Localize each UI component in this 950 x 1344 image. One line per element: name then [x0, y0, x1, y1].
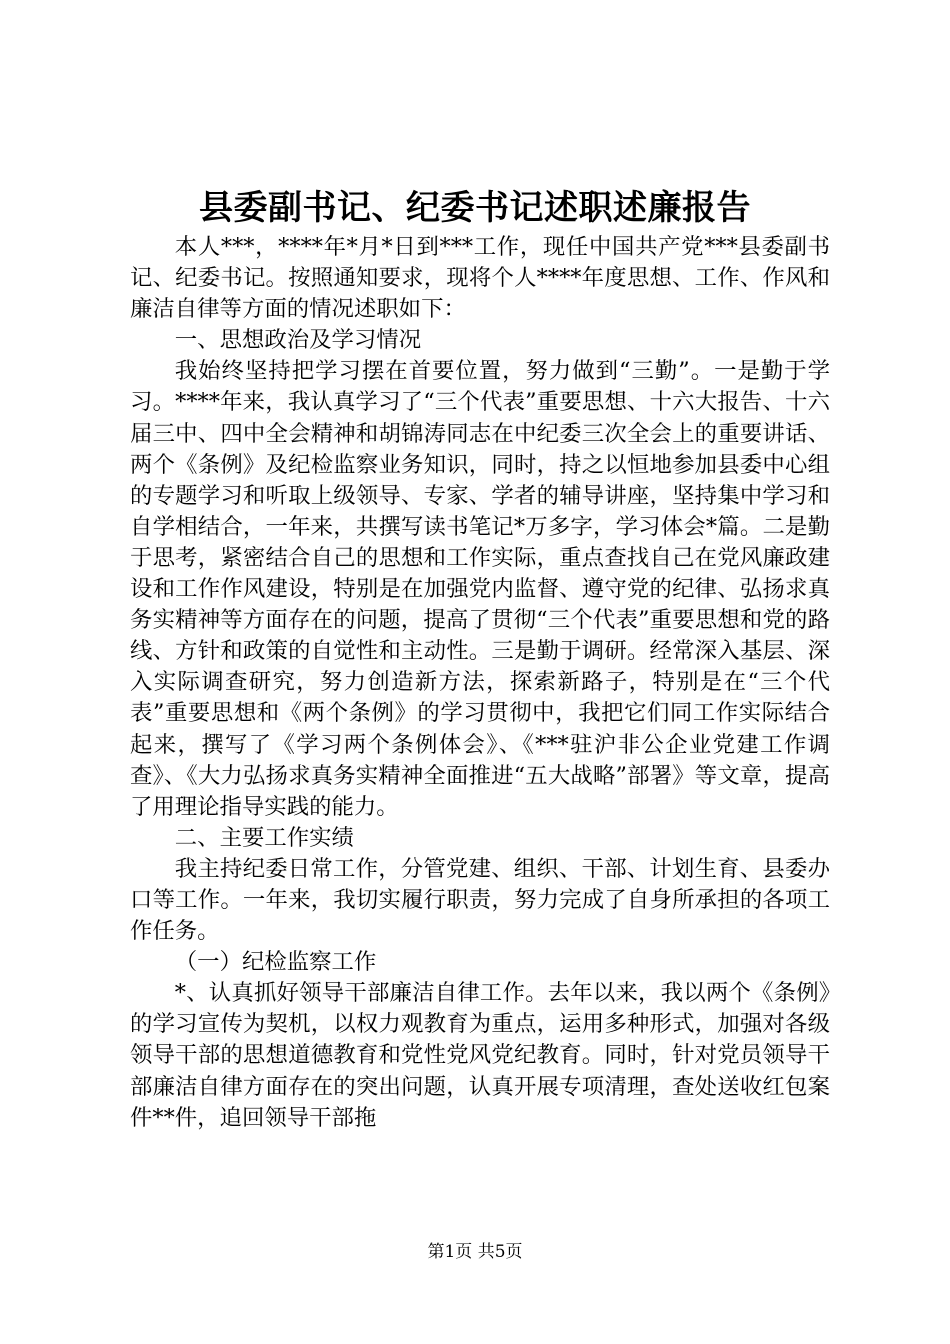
document-body [130, 232, 830, 1134]
paragraph-study: 我始终坚持把学习摆在首要位置，努力做到“三勤”。一是勤于学习。****年来，我认真学习了“三个代表”重要思想、十六大报告、十六届三中、四中全会精神和胡锦涛同志在中纪委三次全会上的重要讲话、两个《条例》及纪检监察业务知识，同时，持之以恒地参加县委中心组的专题学习和听取上级领导、专家、学者的辅导讲座，坚持集中学习和自学相结合，一年来，共撰写读书笔记*万多字，学习体会*篇。二是勤于思考，紧密结合自己的思想和工作实际，重点查找自己在党风廉政建设和工作作风建设，特别是在加强党内监督、遵守党的纪律、弘扬求真务实精神等方面存在的问题，提高了贯彻“三个代表”重要思想和党的路线、方针和政策的自觉性和主动性。三是勤于调研。经常深入基层、深入实际调查研究，努力创造新方法，探索新路子，特别是在“三个代表”重要思想和《两个条例》的学习贯彻中，我把它们同工作实际结合起来，撰写了《学习两个条例体会》、《***驻沪非公企业党建工作调查》、《大力弘扬求真务实精神全面推进“五大战略”部署》等文章，提高了用理论指导实践的能力。 [130, 358, 830, 820]
subsection-heading-1: （一）纪检监察工作 [174, 949, 377, 976]
section-heading-2: 二、主要工作实绩 [174, 824, 354, 851]
section-heading-1: 一、思想政治及学习情况 [174, 327, 422, 354]
page-number: 第1页 共5页 [427, 1242, 523, 1262]
document-title: 县委副书记、纪委书记述职述廉报告 [199, 188, 751, 228]
paragraph-intro: 本人***，****年*月*日到***工作，现任中国共产党***县委副书记、纪委书记。按照通知要求，现将个人****年度思想、工作、作风和廉洁自律等方面的情况述职如下： [130, 234, 830, 323]
paragraph-work: 我主持纪委日常工作，分管党建、组织、干部、计划生育、县委办口等工作。一年来，我切实履行职责，努力完成了自身所承担的各项工作任务。 [130, 855, 830, 945]
paragraph-discipline: *、认真抓好领导干部廉洁自律工作。去年以来，我以两个《条例》的学习宣传为契机，以权力观教育为重点，运用多种形式，加强对各级领导干部的思想道德教育和党性党风党纪教育。同时，针对党员领导干部廉洁自律方面存在的突出问题，认真开展专项清理，查处送收红包案件**件，追回领导干部拖 [130, 980, 830, 1131]
